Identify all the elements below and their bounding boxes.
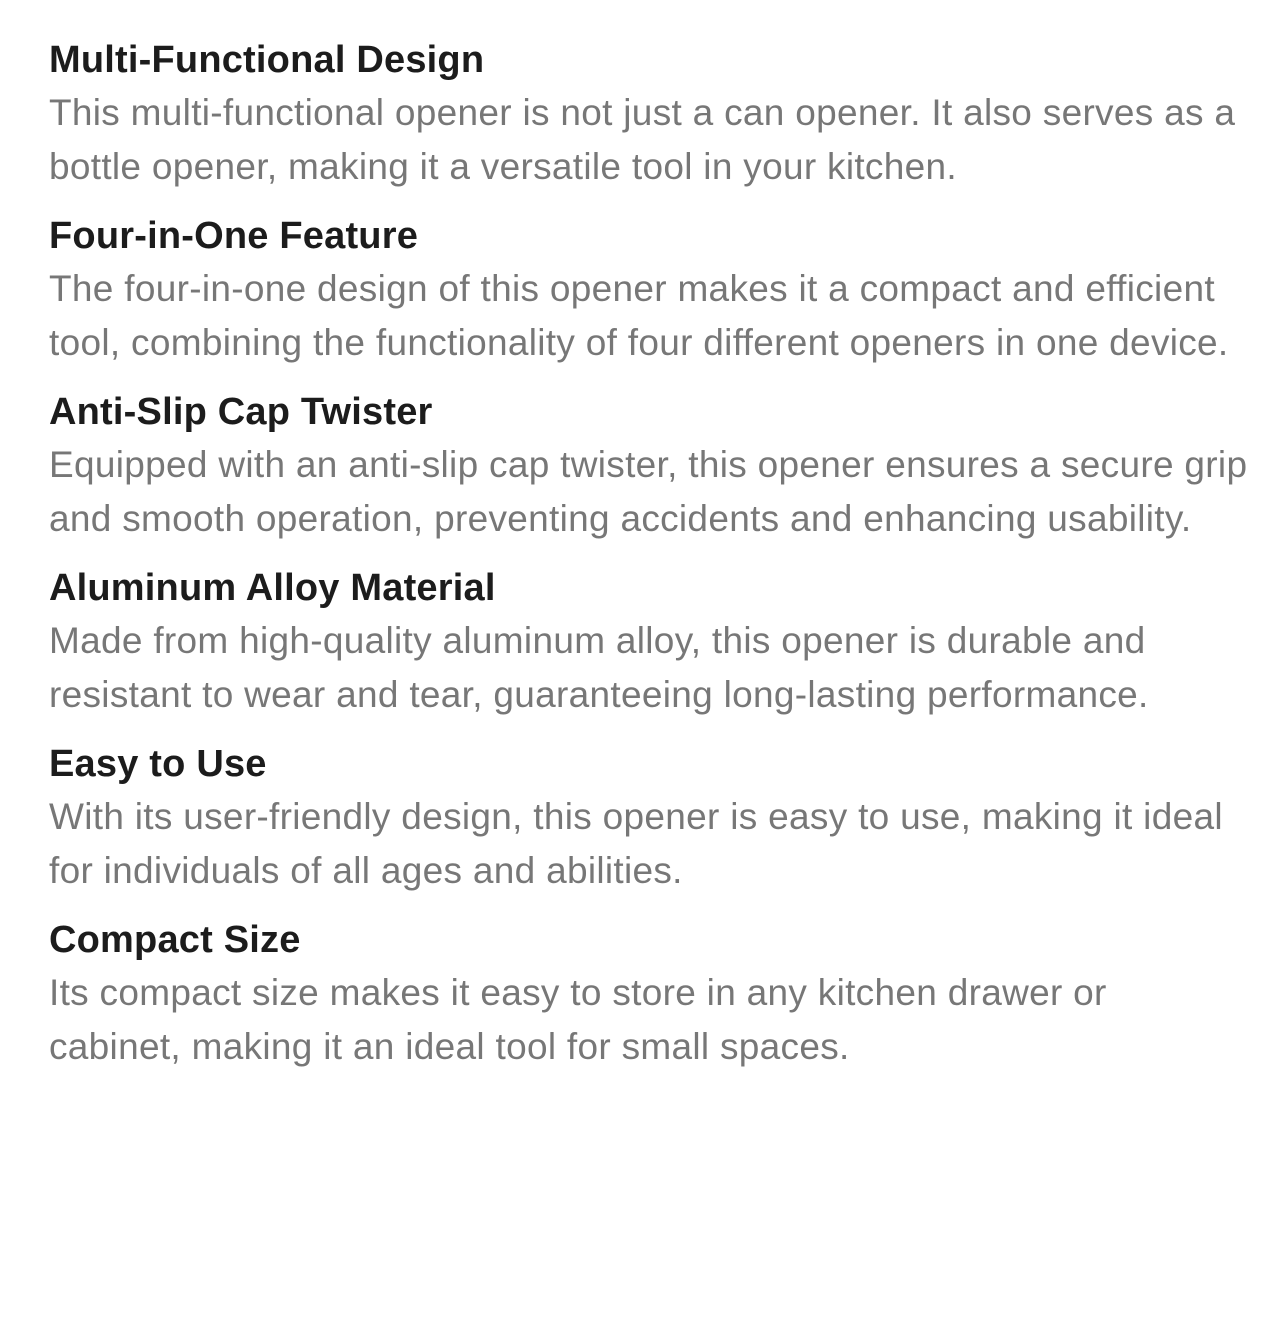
spacer (49, 369, 1249, 386)
spacer (49, 193, 1249, 210)
spacer (49, 545, 1249, 562)
feature-description: Its compact size makes it easy to store in any kitchen drawer or cabinet, making it an ideal tool for small spaces. (49, 972, 1107, 1067)
feature-multi-functional-design (49, 34, 1249, 193)
feature-description: With its user-friendly design, this opener is easy to use, making it ideal for individuals of all ages and abilities. (49, 796, 1223, 891)
feature-title: Easy to Use (49, 743, 267, 785)
feature-title: Anti-Slip Cap Twister (49, 391, 433, 433)
feature-description: Made from high-quality aluminum alloy, this opener is durable and resistant to wear and tear, guaranteeing long-lasting performance. (49, 620, 1149, 715)
feature-description: The four-in-one design of this opener makes it a compact and efficient tool, combining the functionality of four different openers in one device. (49, 268, 1229, 363)
spacer (49, 897, 1249, 914)
feature-four-in-one (49, 210, 1249, 369)
feature-anti-slip-cap-twister (49, 386, 1249, 545)
feature-title: Four-in-One Feature (49, 215, 419, 257)
feature-title: Multi-Functional Design (49, 39, 485, 81)
feature-title: Compact Size (49, 919, 301, 961)
feature-list (49, 34, 1249, 1073)
feature-title: Aluminum Alloy Material (49, 567, 496, 609)
spacer (49, 721, 1249, 738)
feature-compact-size (49, 914, 1249, 1073)
feature-description: Equipped with an anti-slip cap twister, this opener ensures a secure grip and smooth operation, preventing accidents and enhancing usability. (49, 444, 1248, 539)
feature-aluminum-alloy-material (49, 562, 1249, 721)
feature-description: This multi-functional opener is not just a can opener. It also serves as a bottle opener, making it a versatile tool in your kitchen. (49, 92, 1236, 187)
feature-easy-to-use (49, 738, 1249, 897)
